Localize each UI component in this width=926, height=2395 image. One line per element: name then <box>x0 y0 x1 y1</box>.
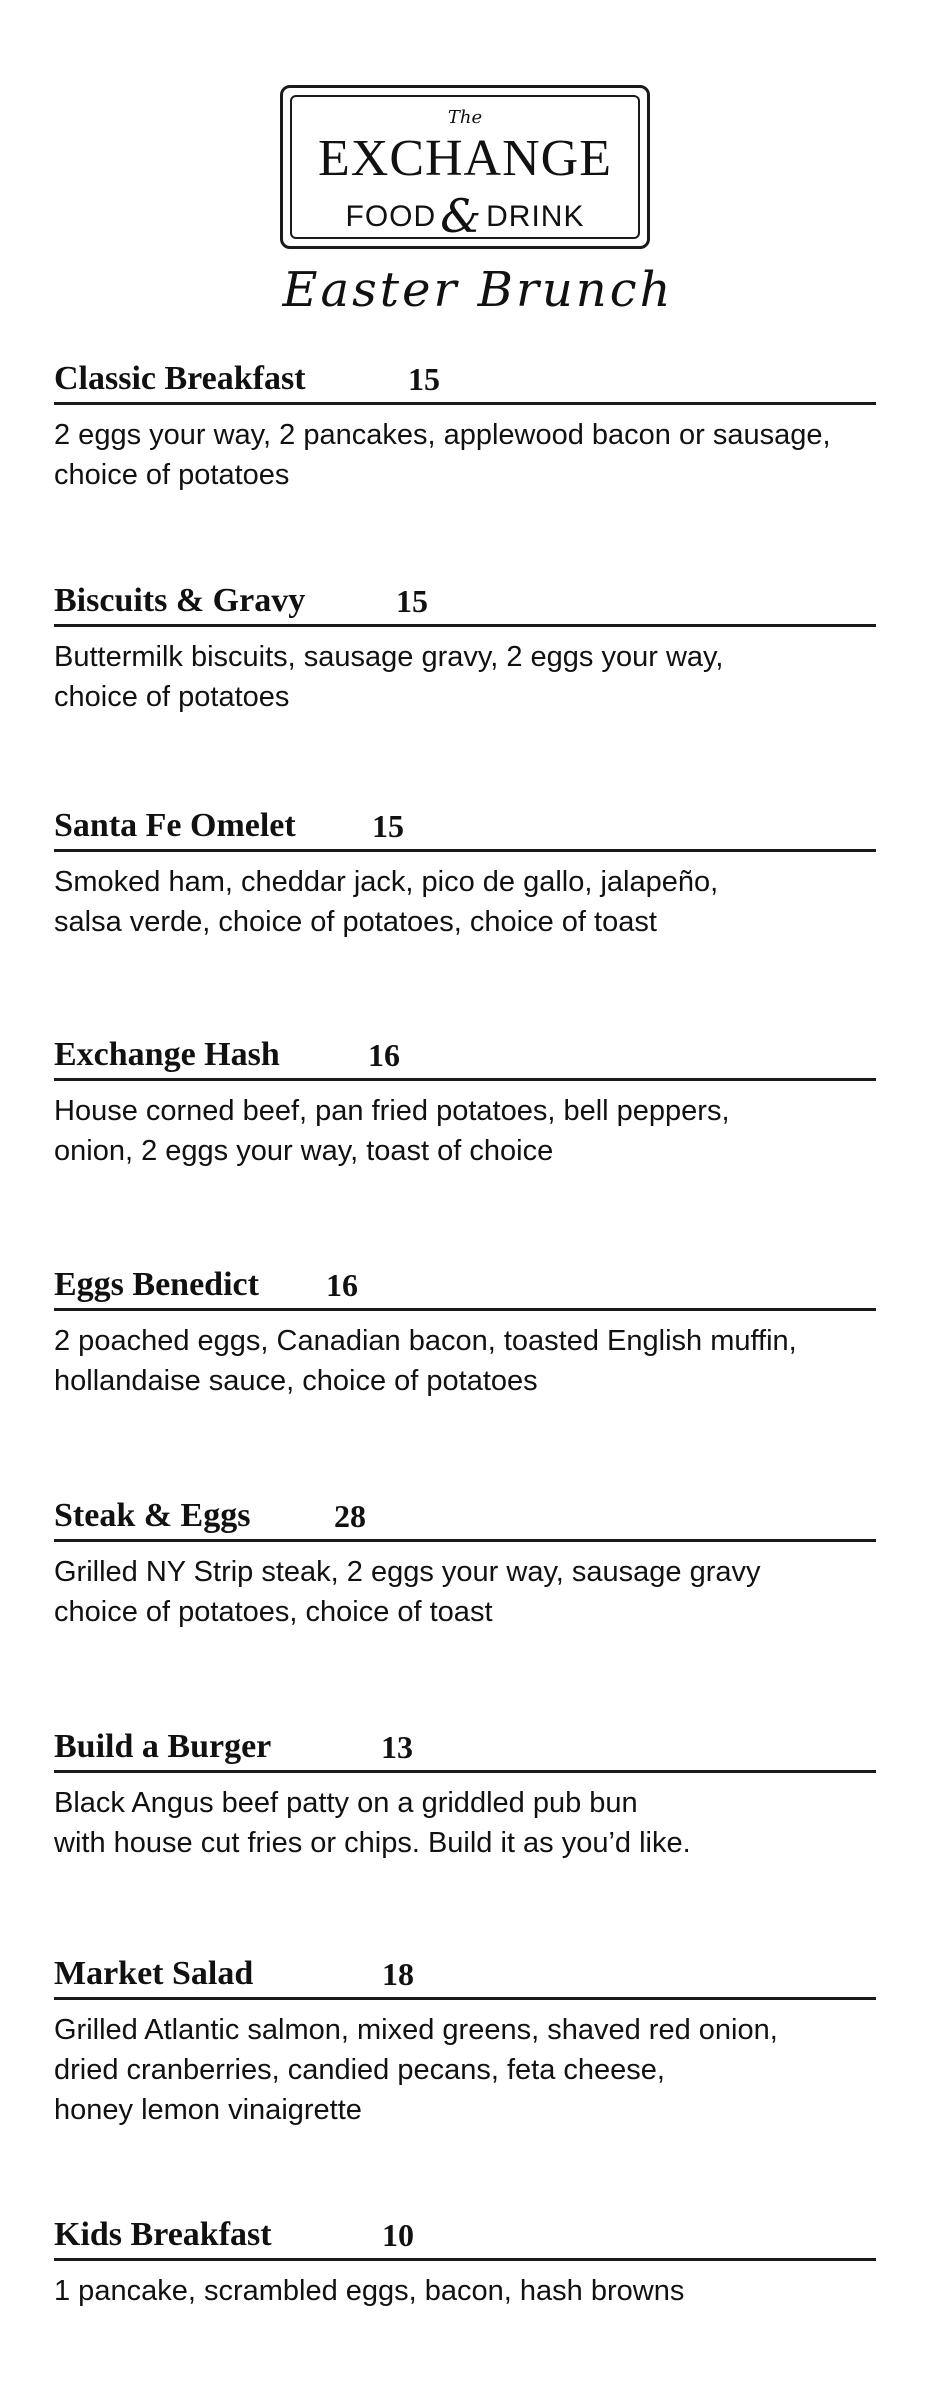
menu-item-price: 15 <box>372 808 404 844</box>
menu-item-price: 16 <box>326 1267 358 1303</box>
logo-food: FOOD <box>345 200 437 233</box>
logo-drink: DRINK <box>486 200 585 233</box>
restaurant-logo <box>280 85 650 249</box>
menu-subtitle: Easter Brunch <box>282 262 674 318</box>
menu-item-header <box>54 576 876 627</box>
menu-item-eggs-benedict <box>54 1260 876 1401</box>
menu-item-name: Steak & Eggs <box>54 1497 251 1534</box>
menu-item-build-a-burger <box>54 1722 876 1863</box>
logo-ampersand: & <box>440 189 483 243</box>
menu-item-header <box>54 1722 876 1773</box>
menu-item-name: Eggs Benedict <box>54 1266 259 1303</box>
menu-item-name: Exchange Hash <box>54 1036 280 1073</box>
logo-the: The <box>447 107 483 128</box>
menu-item-name: Biscuits & Gravy <box>54 582 306 619</box>
menu-item-name: Build a Burger <box>54 1728 272 1765</box>
menu-item-description: 1 pancake, scrambled eggs, bacon, hash browns <box>54 2275 685 2307</box>
menu-item-description: House corned beef, pan fried potatoes, bell peppers, onion, 2 eggs your way, toast of choice <box>54 1095 730 1167</box>
menu-item-header <box>54 1030 876 1081</box>
menu-item-price: 16 <box>368 1037 400 1073</box>
menu-item-name: Classic Breakfast <box>54 360 306 397</box>
menu-item-name: Santa Fe Omelet <box>54 807 296 844</box>
menu-item-header <box>54 2210 876 2261</box>
menu-item-steak-eggs <box>54 1491 876 1632</box>
menu-item-header <box>54 801 876 852</box>
menu-item-biscuits-gravy <box>54 576 876 717</box>
menu-item-price: 13 <box>381 1729 413 1765</box>
menu-item-header <box>54 1949 876 2000</box>
menu-item-header <box>54 1491 876 1542</box>
menu-item-price: 18 <box>382 1956 414 1992</box>
menu-item-description: Black Angus beef patty on a griddled pub bun with house cut fries or chips. Build it as you’d like. <box>54 1787 691 1859</box>
menu-item-name: Kids Breakfast <box>54 2216 272 2253</box>
menu-item-description: Grilled NY Strip steak, 2 eggs your way, sausage gravy choice of potatoes, choice of toast <box>54 1556 761 1628</box>
logo-tagline <box>292 189 638 243</box>
menu-item-price: 15 <box>408 361 440 397</box>
menu-item-name: Market Salad <box>54 1955 254 1992</box>
menu-item-description: 2 eggs your way, 2 pancakes, applewood bacon or sausage, choice of potatoes <box>54 419 831 491</box>
menu-item-kids-breakfast <box>54 2210 876 2311</box>
menu-item-description: 2 poached eggs, Canadian bacon, toasted English muffin, hollandaise sauce, choice of potatoes <box>54 1325 797 1397</box>
menu-item-header <box>54 1260 876 1311</box>
menu-item-santa-fe-omelet <box>54 801 876 942</box>
menu-item-description: Grilled Atlantic salmon, mixed greens, shaved red onion, dried cranberries, candied pecans, feta cheese, honey lemon vinaigrette <box>54 2014 778 2126</box>
menu-item-classic-breakfast <box>54 354 876 495</box>
menu-item-description: Smoked ham, cheddar jack, pico de gallo, jalapeño, salsa verde, choice of potatoes, choice of toast <box>54 866 719 938</box>
menu-item-price: 10 <box>382 2217 414 2253</box>
menu-item-market-salad <box>54 1949 876 2130</box>
menu-item-price: 28 <box>334 1498 366 1534</box>
menu-item-header <box>54 354 876 405</box>
menu-item-description: Buttermilk biscuits, sausage gravy, 2 eggs your way, choice of potatoes <box>54 641 724 713</box>
menu-item-price: 15 <box>396 583 428 619</box>
logo-inner-border <box>290 95 640 243</box>
logo-name: EXCHANGE <box>318 130 612 187</box>
menu-item-exchange-hash <box>54 1030 876 1171</box>
